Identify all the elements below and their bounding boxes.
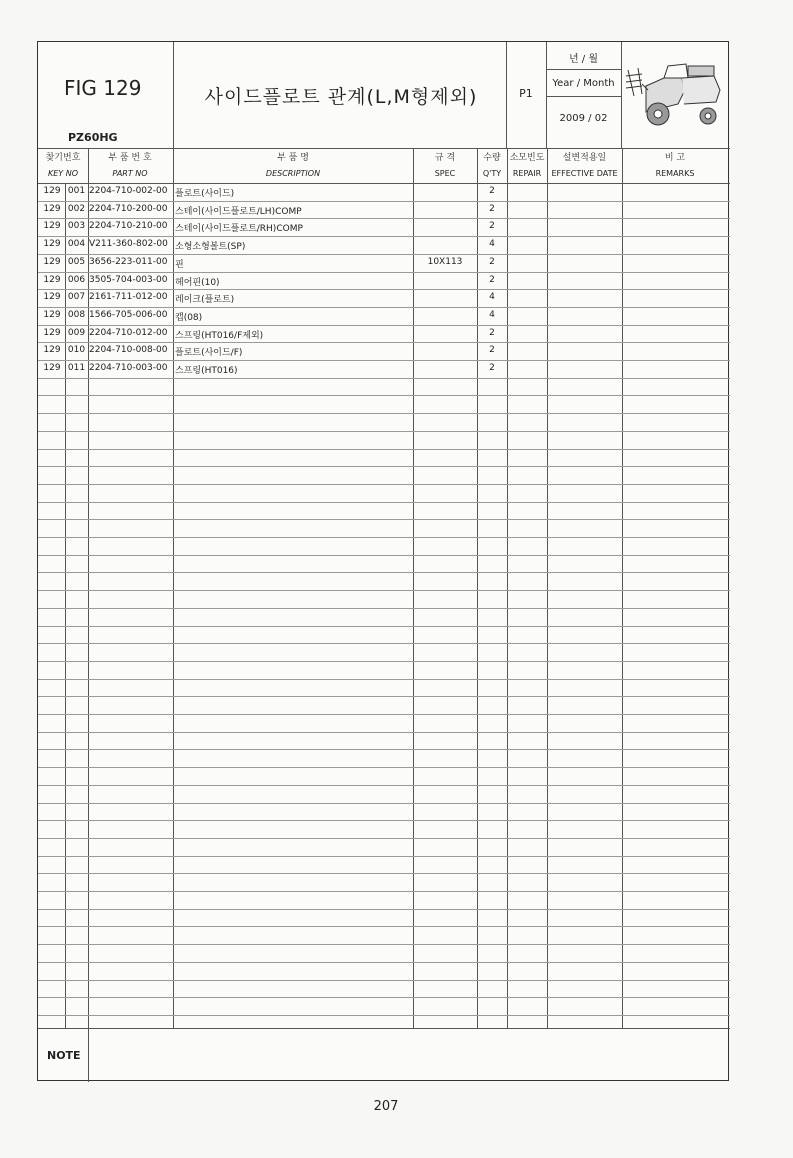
cell-part: 2204-710-210-00 — [89, 221, 168, 232]
cell-key: 010 — [67, 345, 86, 356]
table-row — [38, 275, 730, 290]
cell-qty: 2 — [489, 256, 495, 267]
row-rule — [38, 838, 730, 839]
col-header-part-ko: 부 품 번 호 — [108, 153, 152, 163]
row-rule — [38, 484, 730, 485]
row-rule — [38, 767, 730, 768]
row-rule — [38, 413, 730, 414]
cell-key: 002 — [67, 203, 86, 214]
col-header-qty-ko: 수량 — [483, 153, 501, 163]
note-divider — [88, 1028, 89, 1082]
row-rule — [38, 926, 730, 927]
cell-fig: 129 — [43, 345, 61, 356]
cell-fig: 129 — [43, 363, 61, 373]
row-rule — [38, 378, 730, 379]
cell-desc: 스프링(HT016) — [175, 366, 238, 376]
row-rule — [38, 909, 730, 910]
row-rule — [38, 626, 730, 627]
cell-fig: 129 — [43, 221, 61, 232]
cell-qty: 2 — [489, 274, 495, 285]
cell-part: 2204-710-003-00 — [89, 363, 168, 373]
row-rule — [38, 201, 730, 202]
page-title: 사이드플로트 관계(L,M형제외) — [204, 86, 478, 108]
row-rule — [38, 661, 730, 662]
header-bottom-rule — [38, 148, 730, 149]
year-month-label-en: Year / Month — [552, 78, 615, 89]
row-rule — [38, 696, 730, 697]
row-rule — [38, 980, 730, 981]
table-row — [38, 186, 730, 201]
row-rule — [38, 714, 730, 715]
row-rule — [38, 325, 730, 326]
header-divider — [621, 42, 622, 148]
table-row — [38, 292, 730, 307]
col-header-date-en: EFFECTIVE DATE — [551, 169, 618, 178]
cell-fig: 129 — [43, 274, 61, 285]
cell-qty: 4 — [489, 239, 495, 250]
cell-key: 009 — [67, 327, 86, 338]
cell-fig: 129 — [43, 256, 61, 267]
cell-desc: 플로트(사이드/F) — [175, 348, 243, 359]
cell-qty: 4 — [489, 309, 495, 320]
col-header-repair-ko: 소모빈도 — [509, 153, 545, 163]
cell-fig: 129 — [43, 309, 61, 320]
cell-key: 011 — [67, 363, 86, 373]
col-header-remarks-ko: 비 고 — [664, 153, 686, 163]
row-rule — [38, 272, 730, 273]
col-header-part-en: PART NO — [112, 169, 148, 178]
cell-key: 008 — [67, 309, 86, 320]
row-rule — [38, 679, 730, 680]
cell-qty: 2 — [489, 221, 495, 232]
cell-qty: 2 — [489, 186, 495, 196]
cell-desc: 스테이(사이드플로트/LH)COMP — [175, 206, 302, 217]
cell-desc: 핀 — [175, 259, 184, 270]
row-rule — [38, 519, 730, 520]
row-rule — [38, 1015, 730, 1016]
cell-key: 003 — [67, 221, 86, 232]
cell-desc: 스프링(HT016/F제외) — [175, 330, 264, 341]
cell-spec: 10X113 — [427, 256, 463, 267]
row-rule — [38, 785, 730, 786]
col-header-repair-en: REPAIR — [512, 169, 542, 178]
row-rule — [38, 502, 730, 503]
table-row — [38, 221, 730, 236]
table-row — [38, 328, 730, 343]
row-rule — [38, 944, 730, 945]
row-rule — [38, 732, 730, 733]
row-rule — [38, 254, 730, 255]
cell-part: 2204-710-012-00 — [89, 327, 168, 338]
cell-desc: 플로트(사이드) — [175, 189, 235, 199]
cell-desc: 헤어핀(10) — [175, 277, 220, 288]
cell-key: 006 — [67, 274, 86, 285]
cell-part: 3656-223-011-00 — [89, 256, 168, 267]
row-rule — [38, 803, 730, 804]
col-header-remarks-en: REMARKS — [655, 169, 695, 178]
row-rule — [38, 608, 730, 609]
row-rule — [38, 962, 730, 963]
figure-number: FIG 129 — [64, 76, 142, 100]
row-rule — [38, 873, 730, 874]
cell-desc: 소형소형볼트(SP) — [175, 242, 246, 253]
cell-key: 005 — [67, 256, 86, 267]
cell-fig: 129 — [43, 327, 61, 338]
row-rule — [38, 891, 730, 892]
cell-qty: 4 — [489, 292, 495, 303]
cell-qty: 2 — [489, 363, 495, 373]
revision-date: 2009 / 02 — [559, 113, 608, 124]
table-row — [38, 239, 730, 254]
row-rule — [38, 395, 730, 396]
column-header-rule — [38, 183, 730, 184]
row-rule — [38, 856, 730, 857]
model-name: PZ60HG — [68, 131, 118, 144]
row-rule — [38, 555, 730, 556]
header-divider — [546, 69, 621, 70]
cell-desc: 스테이(사이드플로트/RH)COMP — [175, 224, 303, 235]
row-rule — [38, 360, 730, 361]
cell-desc: 캡(08) — [175, 312, 203, 323]
cell-fig: 129 — [43, 239, 61, 250]
cell-fig: 129 — [43, 186, 61, 196]
year-month-label-ko: 년 / 월 — [568, 54, 599, 65]
col-header-desc-ko: 부 품 명 — [277, 153, 309, 163]
col-header-desc-en: DESCRIPTION — [265, 169, 321, 178]
row-rule — [38, 537, 730, 538]
rice-transplanter-icon — [624, 46, 728, 140]
table-row — [38, 310, 730, 325]
table-row — [38, 363, 730, 378]
note-rule — [38, 1028, 730, 1029]
col-header-qty-en: Q'TY — [482, 169, 502, 178]
cell-part: V211-360-802-00 — [89, 239, 168, 250]
cell-fig: 129 — [43, 292, 61, 303]
row-rule — [38, 590, 730, 591]
header-divider — [546, 96, 621, 97]
col-header-spec-ko: 규 격 — [434, 153, 456, 163]
cell-desc: 레이크(플로트) — [175, 295, 235, 306]
cell-part: 1566-705-006-00 — [89, 309, 168, 320]
cell-qty: 2 — [489, 345, 495, 356]
col-header-key-en: KEY NO — [47, 169, 78, 178]
row-rule — [38, 466, 730, 467]
row-rule — [38, 236, 730, 237]
row-rule — [38, 431, 730, 432]
cell-qty: 2 — [489, 203, 495, 214]
row-rule — [38, 289, 730, 290]
cell-key: 007 — [67, 292, 86, 303]
col-header-date-ko: 설변적용일 — [562, 153, 607, 163]
header-divider — [173, 42, 174, 148]
cell-key: 004 — [67, 239, 86, 250]
row-rule — [38, 449, 730, 450]
page-label: P1 — [519, 87, 533, 100]
row-rule — [38, 643, 730, 644]
table-row — [38, 204, 730, 219]
cell-qty: 2 — [489, 327, 495, 338]
cell-key: 001 — [67, 186, 86, 196]
cell-part: 2204-710-008-00 — [89, 345, 168, 356]
note-label: NOTE — [47, 1049, 81, 1062]
page-number: 207 — [373, 1099, 399, 1114]
table-row — [38, 345, 730, 360]
col-header-key-ko: 찾기번호 — [45, 153, 81, 163]
table-row — [38, 257, 730, 272]
col-header-spec-en: SPEC — [434, 169, 456, 178]
cell-part: 2204-710-200-00 — [89, 203, 168, 214]
row-rule — [38, 307, 730, 308]
cell-part: 3505-704-003-00 — [89, 274, 168, 285]
parts-list-sheet — [37, 41, 729, 1081]
row-rule — [38, 749, 730, 750]
row-rule — [38, 997, 730, 998]
row-rule — [38, 218, 730, 219]
row-rule — [38, 572, 730, 573]
row-rule — [38, 820, 730, 821]
cell-part: 2204-710-002-00 — [89, 186, 168, 196]
cell-part: 2161-711-012-00 — [89, 292, 168, 303]
cell-fig: 129 — [43, 203, 61, 214]
row-rule — [38, 342, 730, 343]
